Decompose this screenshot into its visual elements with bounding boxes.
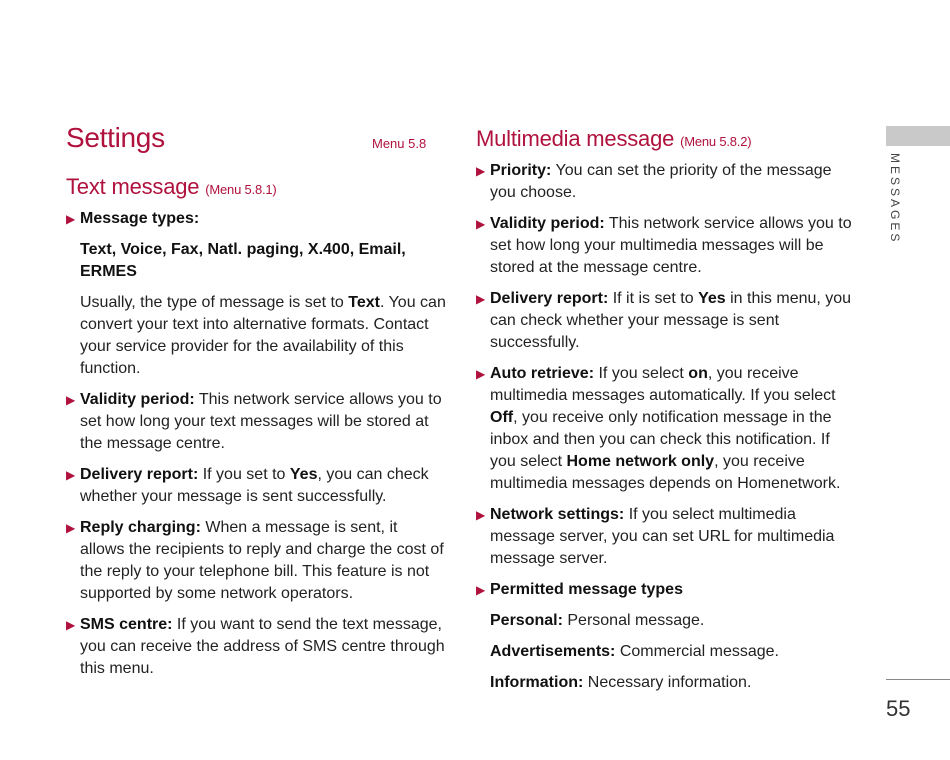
message-types-desc-1: Usually, the type of message is set to [80, 294, 349, 311]
text-validity-period-item [66, 389, 446, 455]
auto-retrieve-label: Auto retrieve: [490, 365, 595, 382]
text-validity-period-label: Validity period: [80, 391, 195, 408]
message-types-list [66, 239, 446, 283]
left-column [66, 208, 446, 689]
personal-type [476, 610, 856, 632]
reply-charging-text: When a message is sent, it allows the recipients to reply and charge the cost of the reply to your telephone bill. This feature is not supported by some network operators. [80, 519, 444, 602]
text-validity-period-text: This network service allows you to set how long your text messages will be stored at the message centre. [80, 391, 442, 452]
advertisements-label: Advertisements: [490, 643, 616, 660]
auto-retrieve-item [476, 363, 856, 495]
network-settings-label: Network settings: [490, 506, 625, 523]
arrow-right-icon: ▶ [66, 521, 76, 535]
message-types-values: Text, Voice, Fax, Natl. paging, X.400, Email, ERMES [80, 241, 406, 280]
page-number-rule [886, 679, 950, 680]
sms-centre-label: SMS centre: [80, 616, 173, 633]
message-types-desc-2: . You can convert your text into alternative formats. Contact your service provider for the availability of this function. [80, 294, 446, 377]
priority-label: Priority: [490, 162, 552, 179]
advertisements-text: Commercial message. [615, 643, 779, 660]
sms-centre-item [66, 614, 446, 680]
mms-delivery-report-bold: Yes [698, 290, 726, 307]
mms-delivery-report-item [476, 288, 856, 354]
settings-menu-ref: Menu 5.8 [372, 136, 427, 151]
mms-delivery-report-text-2: in this menu, you can check whether your message is sent successfully. [490, 290, 852, 351]
advertisements-type [476, 641, 856, 663]
section-tab-label: MESSAGES [888, 153, 902, 245]
text-message-title: Text message [66, 174, 200, 199]
permitted-types-item [476, 579, 856, 601]
message-types-item [66, 208, 446, 230]
mms-validity-period-label: Validity period: [490, 215, 605, 232]
message-types-label: Message types: [80, 210, 200, 227]
sms-centre-text: If you want to send the text message, you can receive the address of SMS centre through this menu. [80, 616, 445, 677]
mms-validity-period-text: This network service allows you to set how long your multimedia messages will be stored at the message centre. [490, 215, 852, 276]
auto-retrieve-bold-1: on [688, 365, 708, 382]
auto-retrieve-bold-3: Home network only [566, 453, 715, 470]
text-delivery-report-label: Delivery report: [80, 466, 199, 483]
auto-retrieve-text-1: If you select [594, 365, 689, 382]
mms-delivery-report-label: Delivery report: [490, 290, 609, 307]
reply-charging-item [66, 517, 446, 605]
text-delivery-report-text-1: If you set to [198, 466, 290, 483]
priority-text: You can set the priority of the message you choose. [490, 162, 832, 201]
personal-text: Personal message. [562, 612, 705, 629]
arrow-right-icon: ▶ [476, 164, 486, 178]
text-message-menu-ref: (Menu 5.8.1) [205, 182, 277, 197]
arrow-right-icon: ▶ [476, 508, 486, 522]
text-delivery-report-bold: Yes [289, 466, 318, 483]
text-delivery-report-text-2: , you can check whether your message is sent successfully. [80, 466, 429, 505]
information-type [476, 672, 856, 694]
multimedia-message-title: Multimedia message [476, 126, 675, 151]
arrow-right-icon: ▶ [476, 292, 486, 306]
arrow-right-icon: ▶ [476, 583, 486, 597]
network-settings-item [476, 504, 856, 570]
auto-retrieve-text-2: , you receive multimedia messages automatically. If you select [490, 365, 836, 404]
message-types-desc-bold: Text [348, 294, 380, 311]
permitted-types-label: Permitted message types [490, 581, 683, 598]
information-label: Information: [490, 674, 584, 691]
network-settings-text: If you select multimedia message server, you can set URL for multimedia message server. [490, 506, 835, 567]
mms-validity-period-item [476, 213, 856, 279]
text-delivery-report-item [66, 464, 446, 508]
arrow-right-icon: ▶ [476, 217, 486, 231]
information-text: Necessary information. [583, 674, 752, 691]
right-column [476, 160, 856, 703]
auto-retrieve-bold-2: Off [490, 409, 514, 426]
auto-retrieve-text-3: , you receive only notification message in the inbox and then you can check this notification. If you select [490, 409, 832, 470]
page-title: Settings [66, 122, 165, 153]
page-number: 55 [886, 696, 911, 721]
priority-item [476, 160, 856, 204]
arrow-right-icon: ▶ [66, 618, 76, 632]
arrow-right-icon: ▶ [476, 367, 486, 381]
personal-label: Personal: [490, 612, 563, 629]
auto-retrieve-text-4: , you receive multimedia messages depends on Homenetwork. [490, 453, 841, 492]
multimedia-message-heading [476, 126, 751, 152]
arrow-right-icon: ▶ [66, 468, 76, 482]
arrow-right-icon: ▶ [66, 212, 76, 226]
arrow-right-icon: ▶ [66, 393, 76, 407]
reply-charging-label: Reply charging: [80, 519, 201, 536]
text-message-heading [66, 174, 277, 200]
message-types-description [66, 292, 446, 380]
section-tab-bar [886, 126, 950, 146]
mms-delivery-report-text-1: If it is set to [608, 290, 699, 307]
multimedia-message-menu-ref: (Menu 5.8.2) [680, 134, 752, 149]
